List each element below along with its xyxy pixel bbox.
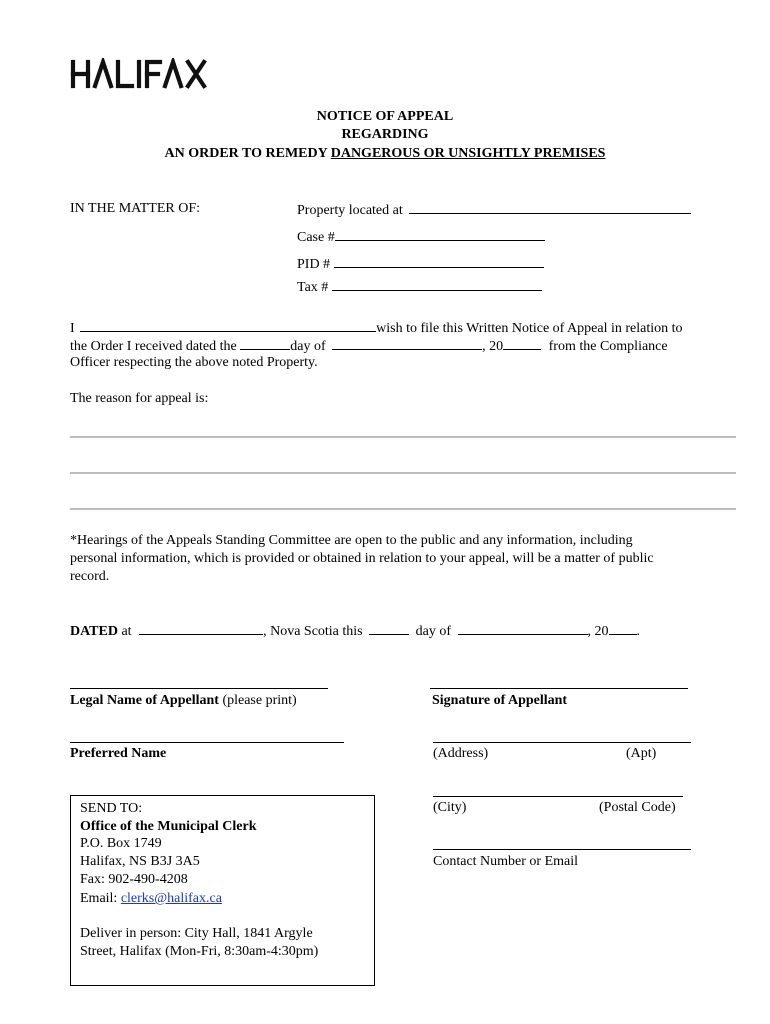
send-to-city: Halifax, NS B3J 3A5: [80, 854, 200, 869]
title-line-1: NOTICE OF APPEAL: [316, 109, 454, 124]
send-to-fax: Fax: 902-490-4208: [80, 872, 188, 887]
appellant-name-blank[interactable]: [80, 319, 376, 332]
send-to-deliver-1: Deliver in person: City Hall, 1841 Argyle: [80, 926, 313, 941]
reason-label: The reason for appeal is:: [70, 391, 209, 406]
statement-i: I: [70, 321, 75, 336]
property-blank[interactable]: [409, 201, 691, 214]
title-line-3-underlined: DANGEROUS OR UNSIGHTLY PREMISES: [330, 146, 606, 161]
property-field[interactable]: [297, 201, 691, 219]
statement-from-officer: from the Compliance: [548, 339, 668, 354]
title-line-3-prefix: AN ORDER TO REMEDY: [164, 146, 331, 161]
signature-line[interactable]: [430, 688, 688, 689]
hearings-note-line-1: *Hearings of the Appeals Standing Committee are open to the public and any information, including: [70, 533, 633, 548]
legal-name-caption: [70, 693, 297, 709]
statement-day-of: day of: [290, 339, 326, 354]
hearings-note-line-2: personal information, which is provided or obtained in relation to your appeal, will be a matter of public: [70, 551, 654, 566]
pid-label: PID #: [297, 257, 331, 272]
halifax-logo: [70, 58, 220, 95]
dated-place-blank[interactable]: [139, 622, 263, 635]
contact-line[interactable]: [433, 849, 691, 850]
dated-month-blank[interactable]: [458, 622, 588, 635]
send-to-email-label: Email:: [80, 891, 121, 906]
reason-line-3[interactable]: [70, 508, 736, 510]
send-to-deliver-2: Street, Halifax (Mon-Fri, 8:30am-4:30pm): [80, 944, 319, 959]
statement-wish: wish to file this Written Notice of Appeal in relation to: [376, 321, 683, 336]
dated-day-of: day of: [415, 624, 452, 639]
city-caption: (City): [433, 800, 467, 815]
case-blank[interactable]: [335, 228, 545, 241]
dated-comma-20: , 20: [587, 624, 609, 639]
dated-day-blank[interactable]: [369, 622, 409, 635]
pid-field[interactable]: [297, 255, 544, 273]
tax-field[interactable]: [297, 278, 542, 296]
dated-at: at: [117, 624, 132, 639]
tax-label: Tax #: [297, 280, 329, 295]
dated-period: .: [636, 624, 641, 639]
city-line[interactable]: [433, 796, 683, 797]
order-year-blank[interactable]: [503, 337, 541, 350]
clerk-email-link[interactable]: clerks@halifax.ca: [120, 891, 222, 906]
order-day-blank[interactable]: [240, 337, 290, 350]
preferred-name-caption: Preferred Name: [70, 746, 167, 761]
title-line-3: [0, 146, 770, 162]
dated-nova-scotia: , Nova Scotia this: [263, 624, 363, 639]
contact-caption: Contact Number or Email: [433, 854, 579, 869]
legal-name-line[interactable]: [70, 688, 328, 689]
send-to-heading: SEND TO:: [80, 801, 143, 816]
halifax-logo-mark: [70, 58, 220, 90]
matter-label: IN THE MATTER OF:: [70, 201, 201, 216]
send-to-po-box: P.O. Box 1749: [80, 836, 162, 851]
statement-line-3: Officer respecting the above noted Property.: [70, 355, 318, 370]
order-month-blank[interactable]: [332, 337, 482, 350]
property-label: Property located at: [297, 203, 403, 218]
send-to-email-line: [80, 891, 222, 907]
send-to-office: Office of the Municipal Clerk: [80, 819, 257, 834]
address-caption: (Address): [433, 746, 489, 761]
statement-order-dated: the Order I received dated the: [70, 339, 237, 354]
statement-line-2: [70, 337, 668, 355]
reason-line-1[interactable]: [70, 436, 736, 438]
address-line[interactable]: [433, 742, 691, 743]
title-line-2: REGARDING: [341, 127, 429, 142]
postal-code-caption: (Postal Code): [599, 800, 676, 815]
tax-blank[interactable]: [332, 278, 542, 291]
dated-line: [70, 622, 640, 640]
statement-line-1: [70, 319, 683, 337]
legal-name-bold: Legal Name of Appellant: [70, 693, 219, 708]
hearings-note-line-3: record.: [70, 569, 110, 584]
dated-label: DATED: [70, 624, 118, 639]
statement-comma-20: , 20: [482, 339, 504, 354]
signature-caption: Signature of Appellant: [432, 693, 568, 708]
apt-caption: (Apt): [626, 746, 657, 761]
preferred-name-line[interactable]: [70, 742, 344, 743]
case-field[interactable]: [297, 228, 545, 246]
legal-name-rest: (please print): [218, 693, 297, 708]
reason-line-2[interactable]: [70, 472, 736, 474]
dated-year-blank[interactable]: [609, 622, 637, 635]
pid-blank[interactable]: [334, 255, 544, 268]
case-label: Case #: [297, 230, 335, 245]
